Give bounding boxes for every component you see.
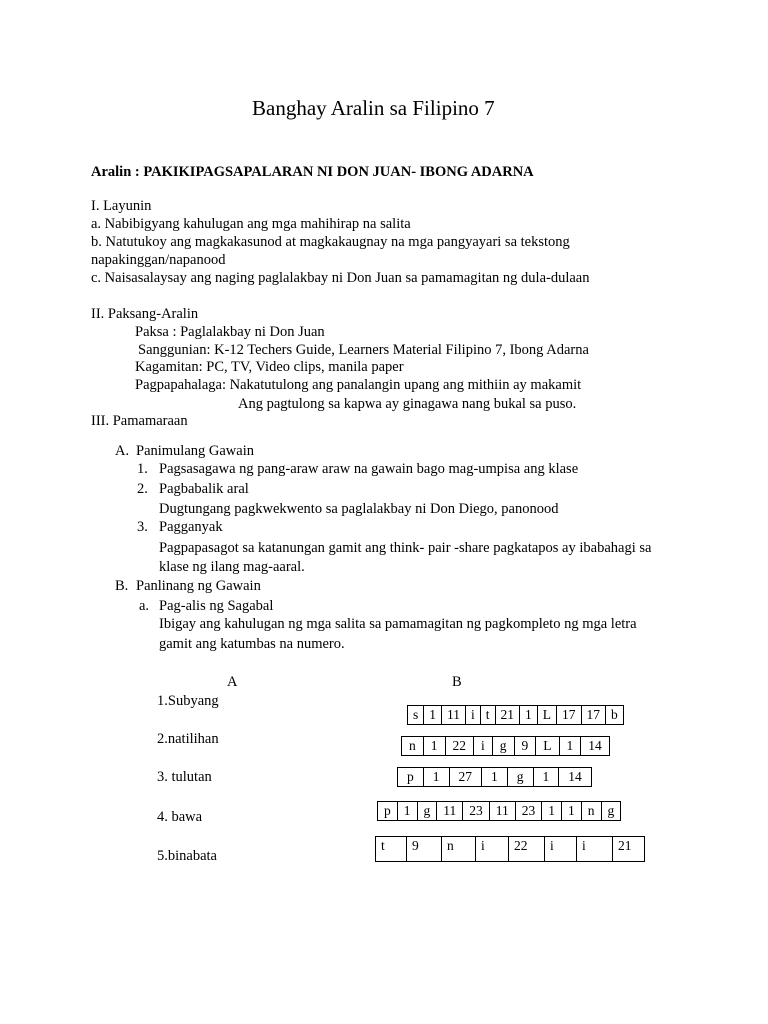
cipher-cell[interactable]: b xyxy=(606,705,624,725)
cipher-cell[interactable]: g xyxy=(602,801,622,821)
objectives-heading: I. Layunin xyxy=(91,198,152,214)
column-b-header: B xyxy=(452,674,462,690)
cipher-cell[interactable]: i xyxy=(474,736,493,756)
cipher-cell[interactable]: 23 xyxy=(463,801,490,821)
word-3: 3. tulutan xyxy=(157,769,212,785)
subitem-a-title: Pag-alis ng Sagabal xyxy=(159,598,274,614)
subitem-a-instruction: Ibigay ang kahulugan ng mga salita sa pamamagitan ng pagkompleto ng mga letra xyxy=(159,616,637,632)
cipher-cell[interactable]: 22 xyxy=(509,836,545,862)
cipher-cell[interactable]: t xyxy=(481,705,496,725)
cipher-cell[interactable]: 22 xyxy=(446,736,475,756)
cipher-cell[interactable]: p xyxy=(378,801,398,821)
subject-pagpapahalaga: Pagpapahalaga: Nakatutulong ang panalangin upang ang mithiin ay makamit xyxy=(135,377,582,393)
cipher-cell[interactable]: 1 xyxy=(560,736,582,756)
cipher-cell[interactable]: 1 xyxy=(424,736,446,756)
lesson-heading: Aralin : PAKIKIPAGSAPALARAN NI DON JUAN- IBONG ADARNA xyxy=(91,164,534,180)
cipher-cell[interactable]: 21 xyxy=(496,705,521,725)
cipher-cell[interactable]: i xyxy=(545,836,577,862)
objective-a: a. Nabibigyang kahulugan ang mga mahihirap na salita xyxy=(91,216,411,232)
objective-c: c. Naisasalaysay ang naging paglalakbay ni Don Juan sa pamamagitan ng dula-dulaan xyxy=(91,270,590,286)
page-title: Banghay Aralin sa Filipino 7 xyxy=(252,96,495,120)
item-1-number: 1. xyxy=(137,461,148,477)
section-a-label: A. xyxy=(115,443,130,459)
subject-sanggunian: Sanggunian: K-12 Techers Guide, Learners Material Filipino 7, Ibong Adarna xyxy=(138,342,589,358)
subject-pagpapahalaga-continued: Ang pagtulong sa kapwa ay ginagawa nang bukal sa puso. xyxy=(238,396,577,412)
cipher-cell[interactable]: 27 xyxy=(450,767,483,787)
cipher-cell[interactable]: i xyxy=(476,836,509,862)
word-2: 2.natilihan xyxy=(157,731,219,747)
cipher-cell[interactable]: 9 xyxy=(407,836,442,862)
cipher-cell[interactable]: 1 xyxy=(520,705,538,725)
section-a-title: Panimulang Gawain xyxy=(136,443,254,459)
item-3-subtext: Pagpapasagot sa katanungan gamit ang think- pair -share pagkatapos ay ibabahagi sa xyxy=(159,540,652,556)
cipher-cell[interactable]: s xyxy=(408,705,424,725)
cipher-cell[interactable]: 1 xyxy=(534,767,560,787)
cipher-row-2 xyxy=(401,736,610,756)
cipher-row-1 xyxy=(407,705,624,725)
cipher-cell[interactable]: 1 xyxy=(542,801,562,821)
cipher-cell[interactable]: 1 xyxy=(562,801,582,821)
cipher-cell[interactable]: 14 xyxy=(581,736,610,756)
cipher-cell[interactable]: 1 xyxy=(424,767,450,787)
section-b-label: B. xyxy=(115,578,129,594)
cipher-cell[interactable]: n xyxy=(582,801,602,821)
cipher-cell[interactable]: 11 xyxy=(437,801,463,821)
cipher-cell[interactable]: 14 xyxy=(559,767,592,787)
cipher-cell[interactable]: 9 xyxy=(515,736,537,756)
cipher-cell[interactable]: 21 xyxy=(613,836,645,862)
item-3-number: 3. xyxy=(137,519,148,535)
item-1-text: Pagsasagawa ng pang-araw araw na gawain bago mag-umpisa ang klase xyxy=(159,461,579,477)
subject-kagamitan: Kagamitan: PC, TV, Video clips, manila paper xyxy=(135,359,404,375)
cipher-cell[interactable]: 1 xyxy=(398,801,418,821)
cipher-cell[interactable]: i xyxy=(577,836,613,862)
column-a-header: A xyxy=(227,674,238,690)
cipher-cell[interactable]: 1 xyxy=(482,767,508,787)
objective-b-continued: napakinggan/napanood xyxy=(91,252,226,268)
cipher-cell[interactable]: n xyxy=(402,736,424,756)
item-3-subtext-continued: klase ng ilang mag-aaral. xyxy=(159,559,305,575)
item-3-text: Pagganyak xyxy=(159,519,223,535)
cipher-cell[interactable]: g xyxy=(508,767,534,787)
cipher-row-3 xyxy=(397,767,592,787)
procedure-heading: III. Pamamaraan xyxy=(91,413,188,429)
cipher-cell[interactable]: 11 xyxy=(442,705,466,725)
subitem-a-label: a. xyxy=(139,598,150,614)
cipher-cell[interactable]: g xyxy=(418,801,438,821)
section-b-title: Panlinang ng Gawain xyxy=(136,578,261,594)
subject-heading: II. Paksang-Aralin xyxy=(91,306,199,322)
word-5: 5.binabata xyxy=(157,848,217,864)
cipher-cell[interactable]: i xyxy=(466,705,481,725)
subject-paksa: Paksa : Paglalakbay ni Don Juan xyxy=(135,324,325,340)
word-1: 1.Subyang xyxy=(157,693,219,709)
cipher-row-4 xyxy=(377,801,621,821)
cipher-cell[interactable]: g xyxy=(493,736,515,756)
cipher-cell[interactable]: 1 xyxy=(424,705,442,725)
cipher-row-5 xyxy=(375,836,645,862)
objective-b: b. Natutukoy ang magkakasunod at magkakaugnay na mga pangyayari sa tekstong xyxy=(91,234,570,250)
cipher-cell[interactable]: 17 xyxy=(582,705,607,725)
item-2-number: 2. xyxy=(137,481,148,497)
cipher-cell[interactable]: t xyxy=(376,836,407,862)
cipher-cell[interactable]: 17 xyxy=(557,705,582,725)
cipher-cell[interactable]: L xyxy=(538,705,557,725)
cipher-cell[interactable]: p xyxy=(398,767,424,787)
cipher-cell[interactable]: n xyxy=(442,836,476,862)
cipher-cell[interactable]: 11 xyxy=(490,801,516,821)
subitem-a-instruction-continued: gamit ang katumbas na numero. xyxy=(159,636,345,652)
word-4: 4. bawa xyxy=(157,809,203,825)
cipher-cell[interactable]: L xyxy=(536,736,559,756)
cipher-cell[interactable]: 23 xyxy=(516,801,543,821)
item-2-text: Pagbabalik aral xyxy=(159,481,249,497)
item-2-subtext: Dugtungang pagkwekwento sa paglalakbay ni Don Diego, panonood xyxy=(159,501,559,517)
